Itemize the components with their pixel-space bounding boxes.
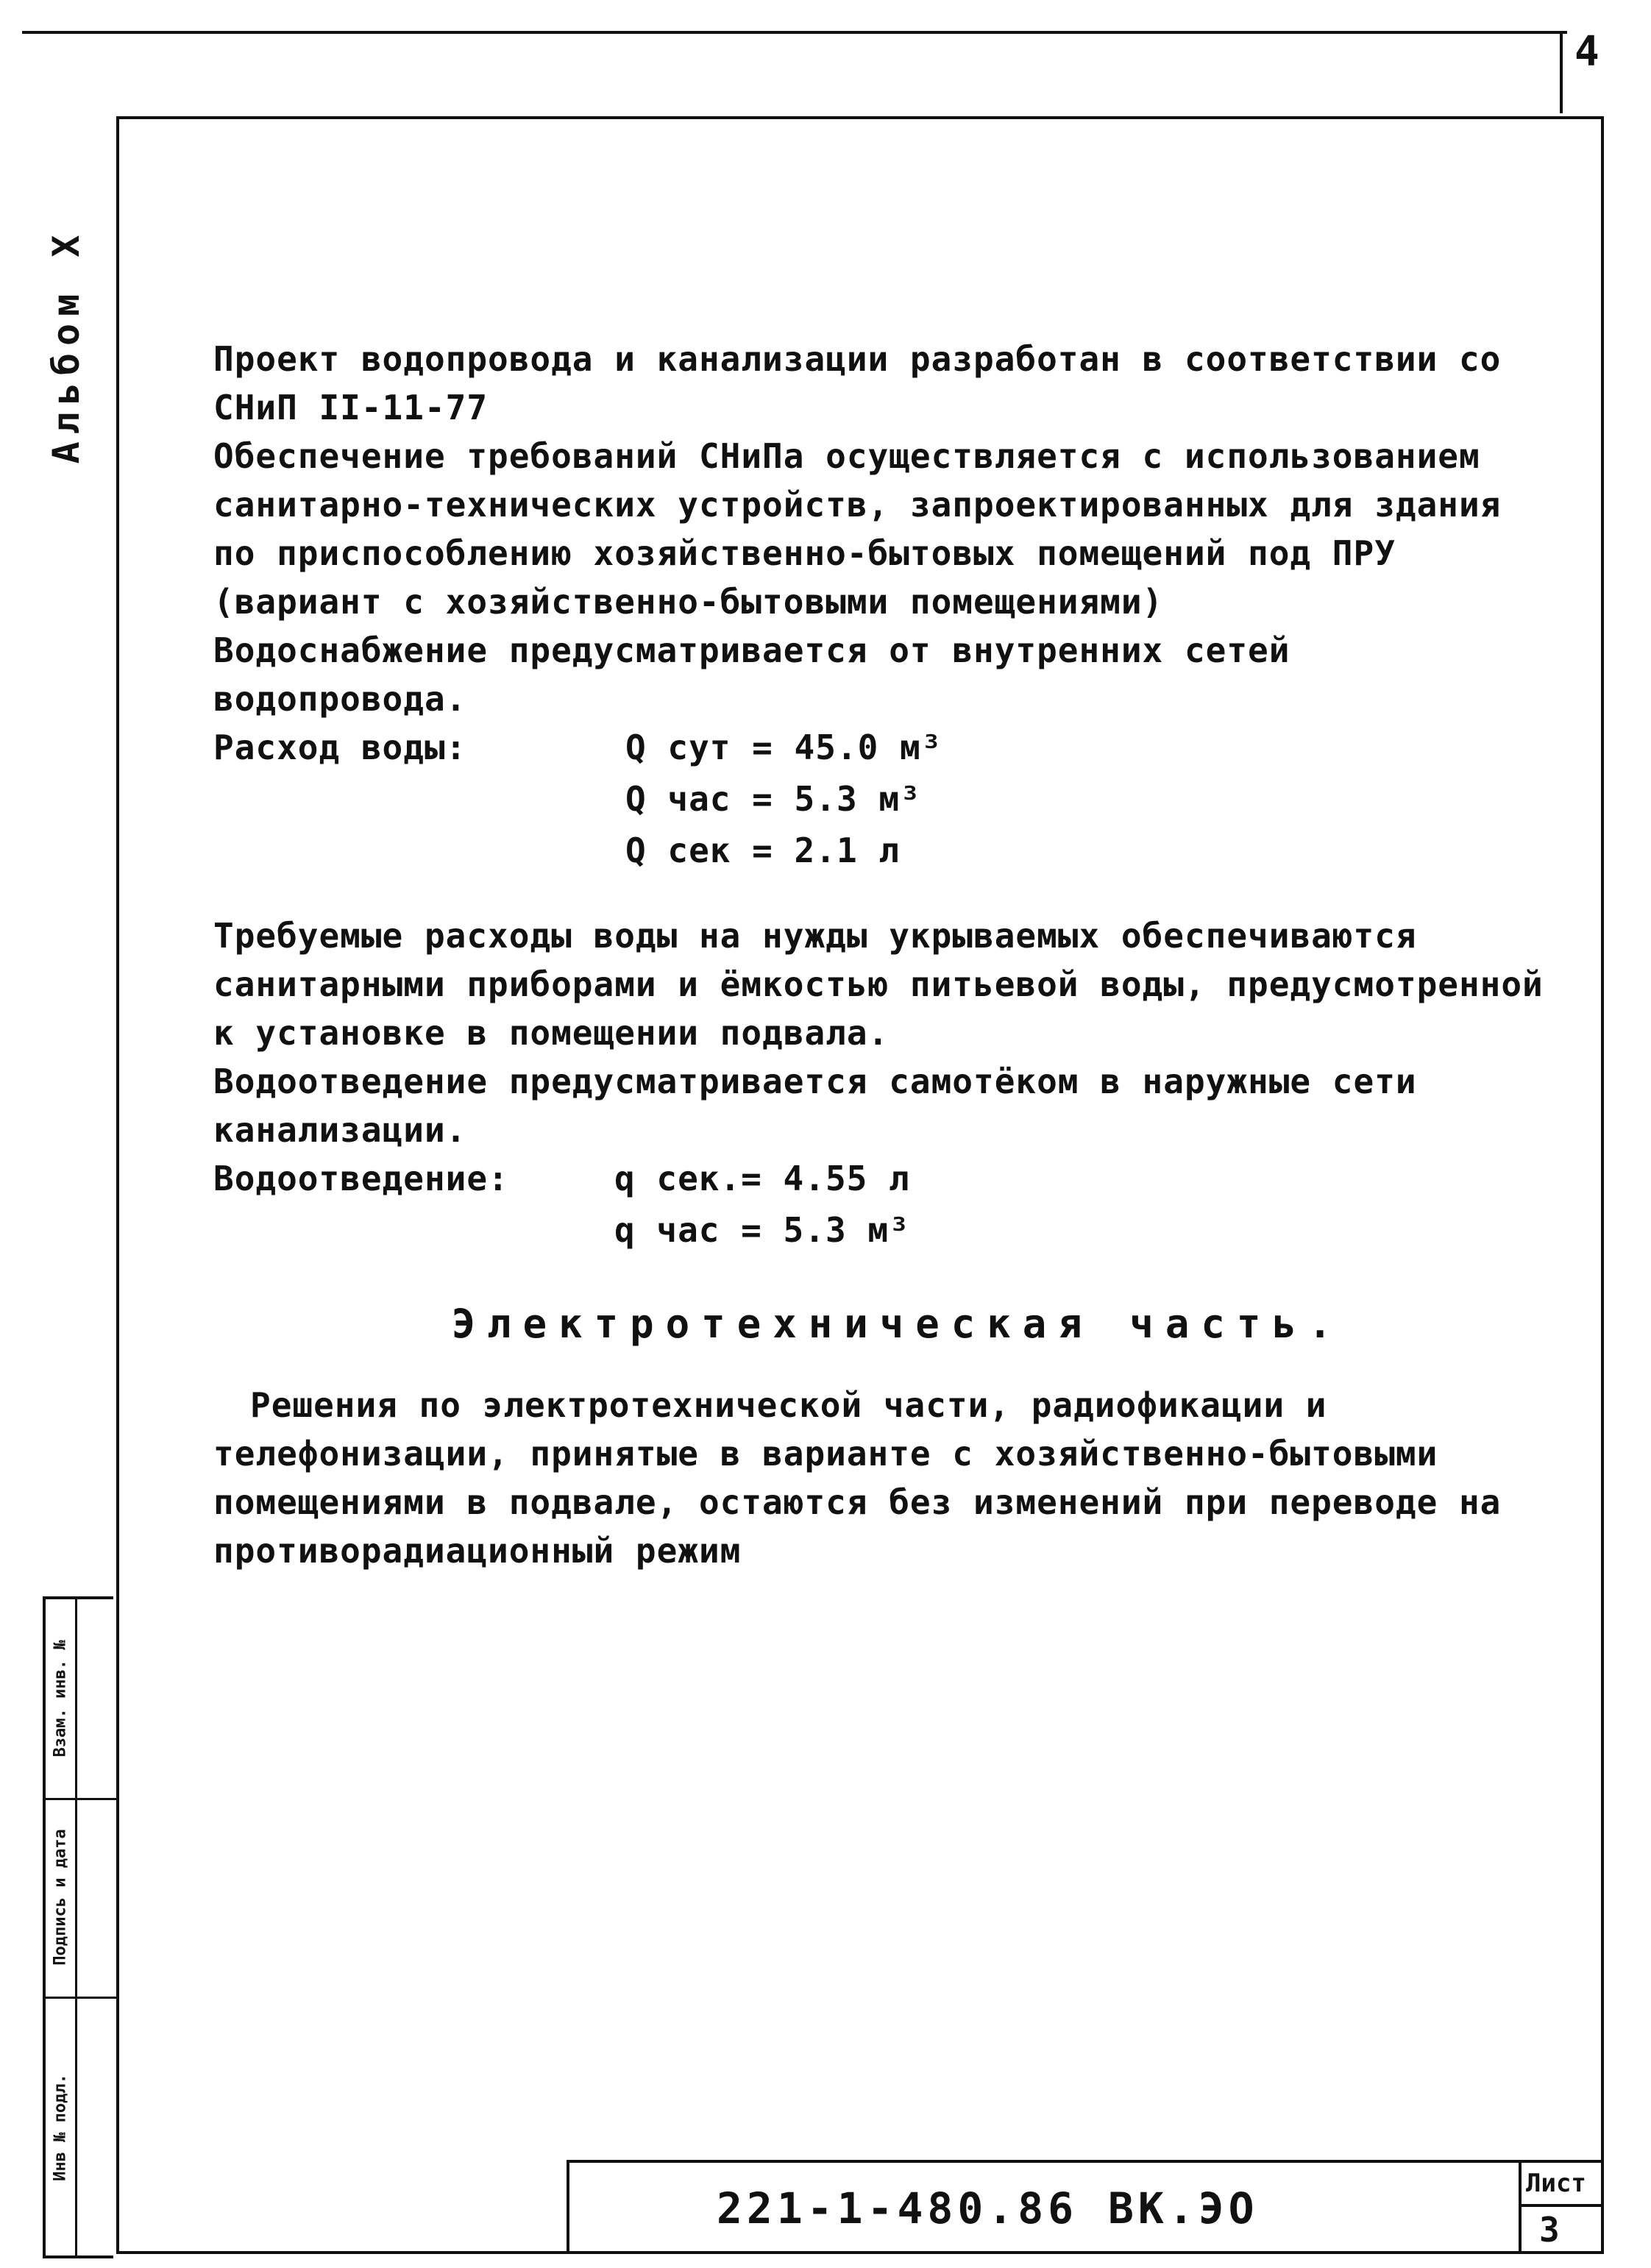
paragraph-drainage: Водоотведение предусматривается самотёком в наружные сети канализации. [213,1062,1417,1150]
title-block [567,2160,1604,2254]
water-flow-row [213,826,1552,878]
paragraph-electrical: Решения по электротехнической части, радиофикации и телефонизации, принятые в варианте с хозяйственно-бытовыми помещениями в подвале, остаются без изменений при переводе на противорадиационный режим [213,1385,1502,1571]
stamp-cell [46,1997,75,2258]
album-label [29,228,103,463]
water-flow-hour: Q час = 5.3 м³ [625,779,921,819]
section-title: Электротехническая часть. [451,1301,1344,1347]
water-flow-day: Q сут = 45.0 м³ [625,728,942,767]
drain-flow-sec: q сек.= 4.55 л [614,1159,910,1198]
stamp-inv-orig: Инв № подл. [51,2074,70,2181]
stamp-vzam: Взам. инв. № [51,1640,70,1757]
water-flow-row [213,723,1552,775]
approval-stamp [43,1596,113,2258]
stamp-cell [46,1599,75,1798]
stamp-sign-date: Подпись и дата [51,1829,70,1966]
water-flow-row [213,775,1552,826]
drain-flow-row [213,1154,1552,1206]
album-label-text: Альбом X [45,227,88,464]
corner-rule [1560,32,1563,113]
water-flow-label: Расход воды: [213,728,467,767]
paragraph-project-basis: Проект водопровода и канализации разработан в соответствии со СНиП II-11-77 [213,339,1502,427]
stamp-cell [46,1798,75,1997]
drain-flow-row [213,1206,1552,1257]
paragraph-needs: Требуемые расходы воды на нужды укрываемых обеспечиваются санитарными приборами и ёмкостью питьевой воды, предусмотренной к установке в помещении подвала. [213,916,1544,1053]
water-flow-sec: Q сек = 2.1 л [625,831,901,870]
paragraph-requirements: Обеспечение требований СНиПа осуществляется с использованием санитарно-технических устройств, запроектированных для здания по приспособлению хозяйственно-бытовых помещений под ПРУ (вариант с хозяйственно-бытовыми помещениями) [213,436,1502,622]
sheet-value: 3 [1539,2210,1560,2250]
page-number: 4 [1574,28,1599,76]
drain-flow-hour: q час = 5.3 м³ [614,1210,910,1250]
document-code: 221-1-480.86 ВК.ЭО [717,2183,1259,2233]
paragraph-water-supply: Водоснабжение предусматривается от внутренних сетей водопровода. [213,630,1290,719]
drain-flow-label: Водоотведение: [213,1159,509,1198]
top-rule [22,31,1567,34]
document-body [213,335,1552,1575]
sheet-label: Лист [1526,2169,1586,2198]
